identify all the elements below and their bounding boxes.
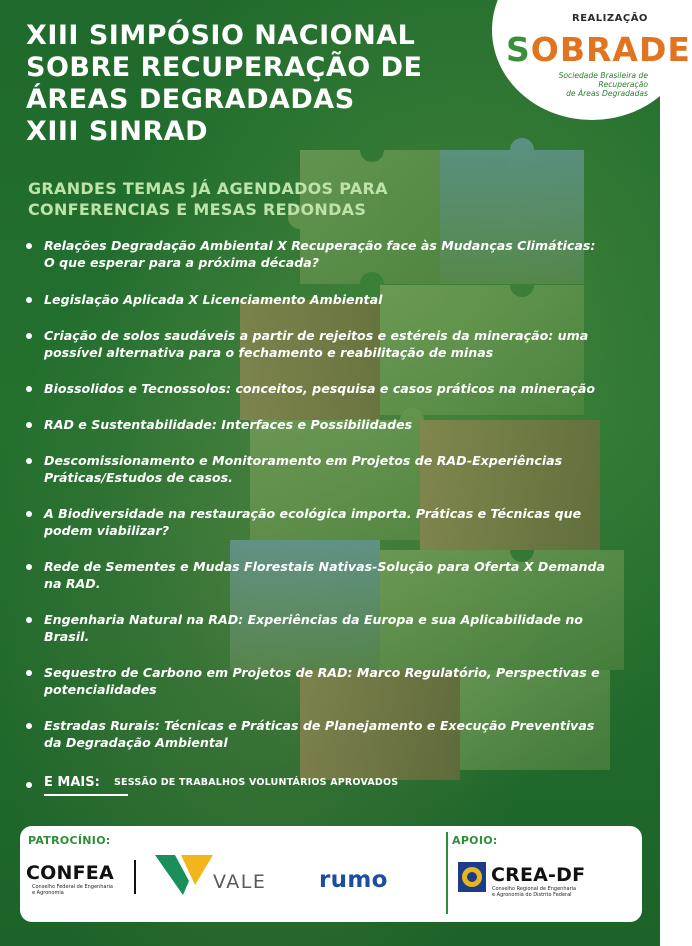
topic-item: A Biodiversidade na restauração ecológica importa. Práticas e Técnicas que podem viabilizar?	[24, 505, 634, 539]
title-line-1: XIII SIMPÓSIO NACIONAL	[26, 20, 416, 51]
sobrade-logo	[506, 30, 691, 69]
bullet-icon	[26, 333, 32, 339]
bullet-icon	[26, 617, 32, 623]
bullet-icon	[26, 297, 32, 303]
bullet-icon	[26, 386, 32, 392]
topic-item: Legislação Aplicada X Licenciamento Ambiental	[24, 291, 634, 308]
vale-logo-text: VALE	[213, 871, 267, 893]
crea-name: CREA-DF	[491, 864, 586, 886]
sobrade-logo-subtitle	[508, 71, 648, 98]
topics-list	[24, 237, 634, 751]
extra-label: E MAIS:	[44, 775, 100, 790]
extra-underline	[44, 794, 128, 796]
topic-item: Descomissionamento e Monitoramento em Projetos de RAD-Experiências Práticas/Estudos de casos.	[24, 452, 634, 486]
topics-heading-line-2: CONFERENCIAS E MESAS REDONDAS	[28, 200, 367, 219]
event-title	[26, 20, 466, 148]
bullet-icon	[26, 782, 32, 788]
bullet-icon	[26, 564, 32, 570]
title-line-2: SOBRE RECUPERAÇÃO DE	[26, 52, 423, 83]
crea-seal-icon	[458, 862, 486, 892]
bullet-icon	[26, 511, 32, 517]
topics-heading-line-1: GRANDES TEMAS JÁ AGENDADOS PARA	[28, 179, 388, 198]
support-label: APOIO:	[452, 834, 498, 847]
bullet-icon	[26, 243, 32, 249]
vale-mark-icon	[155, 855, 213, 897]
topic-item: Relações Degradação Ambiental X Recuperação face às Mudanças Climáticas: O que esperar para a próxima década?	[24, 237, 634, 271]
bullet-icon	[26, 422, 32, 428]
topics-heading	[28, 178, 488, 220]
sponsors-label: PATROCÍNIO:	[28, 834, 111, 847]
sobrade-logo-initial: S	[506, 30, 531, 69]
sobrade-logo-rest: OBRADE	[530, 30, 691, 69]
confea-logo	[26, 862, 134, 896]
confea-name: CONFEA	[26, 862, 114, 884]
bullet-icon	[26, 458, 32, 464]
sobrade-sub-line1: Sociedade Brasileira de Recuperação	[558, 71, 648, 89]
topic-item: Biossolidos e Tecnossolos: conceitos, pesquisa e casos práticos na mineração	[24, 380, 634, 397]
title-line-4: XIII SINRAD	[26, 116, 209, 147]
topic-item: Criação de solos saudáveis a partir de rejeitos e estéreis da mineração: uma possível alternativa para o fechamento e reabilitação de minas	[24, 327, 634, 361]
topic-item: Sequestro de Carbono em Projetos de RAD: Marco Regulatório, Perspectivas e potencialidades	[24, 664, 634, 698]
bullet-icon	[26, 723, 32, 729]
confea-separator	[134, 860, 136, 894]
sponsor-divider	[446, 832, 448, 914]
title-line-3: ÁREAS DEGRADADAS	[26, 84, 355, 115]
topic-item: Estradas Rurais: Técnicas e Práticas de Planejamento e Execução Preventivas da Degradação Ambiental	[24, 717, 634, 751]
extra-text: SESSÃO DE TRABALHOS VOLUNTÁRIOS APROVADOS	[114, 777, 399, 788]
organizer-label: REALIZAÇÃO	[572, 13, 648, 24]
topic-item: Rede de Sementes e Mudas Florestais Nativas-Solução para Oferta X Demanda na RAD.	[24, 558, 634, 592]
topic-item: Engenharia Natural na RAD: Experiências da Europa e sua Aplicabilidade no Brasil.	[24, 611, 634, 645]
rumo-logo: rumo	[319, 867, 388, 893]
topic-item: RAD e Sustentabilidade: Interfaces e Possibilidades	[24, 416, 634, 433]
bullet-icon	[26, 670, 32, 676]
confea-subtitle: Conselho Federal de Engenharia e Agronomia	[32, 884, 113, 896]
crea-subtitle: Conselho Regional de Engenharia e Agronomia do Distrito Federal	[492, 886, 577, 898]
sobrade-sub-line2: de Áreas Degradadas	[566, 89, 648, 98]
